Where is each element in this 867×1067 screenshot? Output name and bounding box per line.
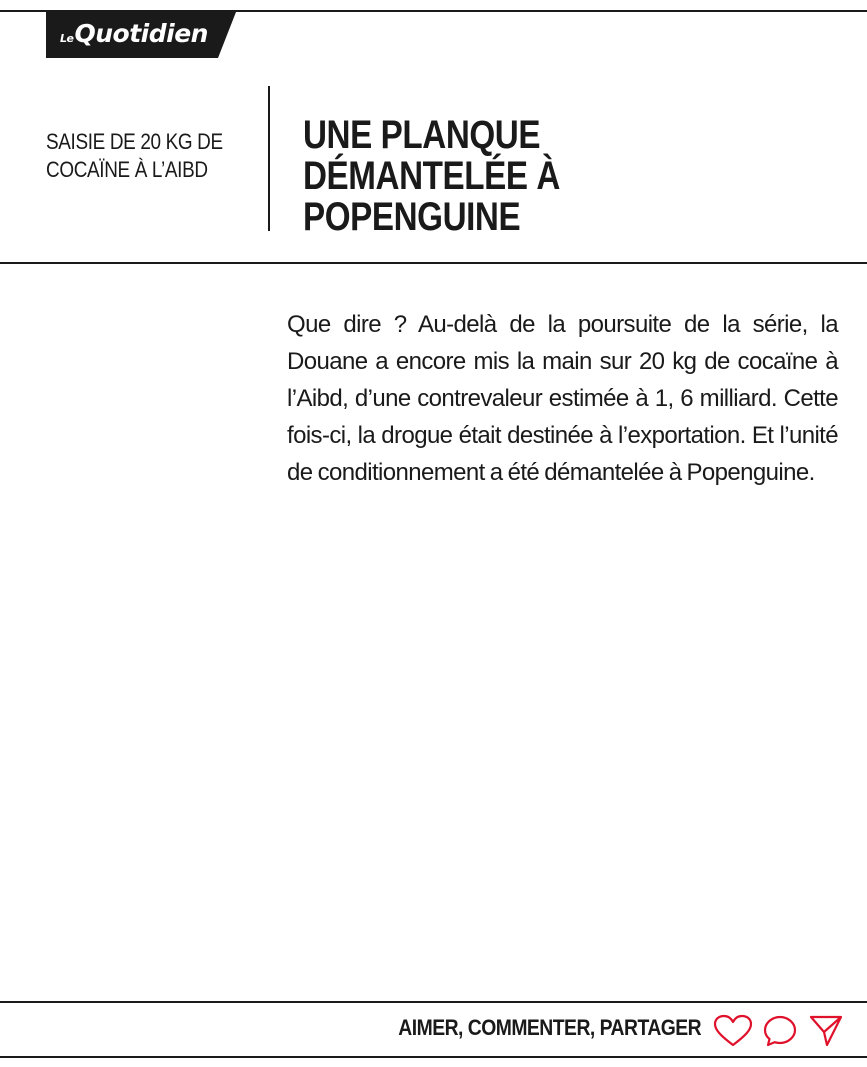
article-kicker: SAISIE DE 20 KG DE COCAÏNE À L’AIBD (46, 129, 223, 182)
logo (46, 12, 236, 58)
engagement-cta: AIMER, COMMENTER, PARTAGER (398, 1015, 701, 1040)
article-body: Que dire ? Au-delà de la poursuite de la série, la Douane a encore mis la main sur 20 kg de cocaïne à l’Aibd, d’une contrevaleur estimée à 1, 6 milliard. Cette fois-ci, la drogue était destinée à l’exportation. Et l’unité de conditionnement a été démantelée à Popenguine. (287, 311, 838, 486)
footer-top-rule (0, 1001, 867, 1003)
vertical-divider (268, 86, 270, 231)
header-rule (0, 262, 867, 264)
logo-name: Quotidien (74, 19, 208, 48)
heart-icon[interactable] (713, 1014, 753, 1048)
article-headline: UNE PLANQUE DÉMANTELÉE À POPENGUINE (303, 113, 560, 239)
logo-text (60, 18, 208, 55)
comment-icon[interactable] (762, 1014, 798, 1048)
logo-prefix: Le (60, 32, 74, 45)
send-icon[interactable] (808, 1014, 844, 1048)
footer-bottom-rule (0, 1056, 867, 1058)
